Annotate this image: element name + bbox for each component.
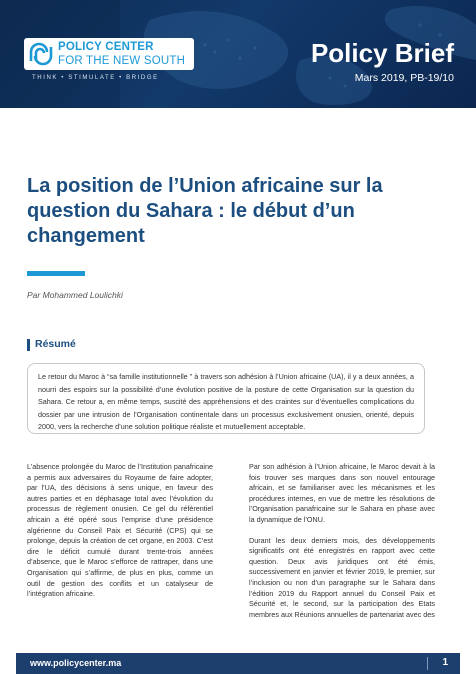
title-accent-rule xyxy=(27,271,85,276)
body-column-right xyxy=(249,462,435,652)
logo-emblem-icon xyxy=(28,41,54,67)
body-paragraph: L’absence prolongée du Maroc de l’Institution panafricaine a permis aux adversaires du Royaume de faire adopter, par l’UA, des décisions à sens unique, en faveur des autres parties et en déphasage total avec l’évolution du processus de règlement onusien. Ce gel du référentiel africain a été opéré sous l’emprise d’une présidence algérienne du Conseil Paix et Sécurité (CPS) qui se prolonge, depuis la création de cet organe, en 2003. C’est dire le déficit cumulé durant trente-trois années d’absence, que le Maroc s’efforce de rattraper, dans une Organisation qui s’affirme, de plus en plus, comme un outil de gestion des conflits et un catalyseur de l’intégration africaine. xyxy=(27,462,213,599)
logo-text-line2: FOR THE NEW SOUTH xyxy=(58,55,186,67)
summary-heading: Résumé xyxy=(35,338,76,350)
footer-website-link[interactable]: www.policycenter.ma xyxy=(30,658,122,668)
summary-box xyxy=(27,363,425,434)
summary-marker xyxy=(27,339,30,351)
page-number: 1 xyxy=(442,657,448,668)
document-date-reference: Mars 2019, PB-19/10 xyxy=(354,72,454,84)
body-paragraph: Durant les deux derniers mois, des développements significatifs ont été enregistrés en rapport avec cette question. Deux avis juridiques ont été émis, successivement en janvier et février 2019, le premier, sur l’inclusion ou non d’un paragraphe sur le Sahara dans l’édition 2019 du Rapport annuel du Conseil Paix et Sécurité et, le second, sur la participation des Etats membres aux Réunions annuelles de partenariat avec des xyxy=(249,535,435,619)
body-paragraph: Par son adhésion à l’Union africaine, le Maroc devait à la fois trouver ses marques dans son nouvel entourage africain, et se familiariser avec les mécanismes et les procédures internes, en vue de mettre les résolutions de l’Organisation panafricaine sur le Sahara en phase avec la dynamique de l’ONU. xyxy=(249,462,435,524)
logo-text-line1: POLICY CENTER xyxy=(58,41,154,53)
document-type: Policy Brief xyxy=(310,38,454,68)
body-column-left xyxy=(27,462,213,628)
logo-tagline: THINK • STIMULATE • BRIDGE xyxy=(32,75,159,81)
footer-bar xyxy=(16,653,460,674)
logo xyxy=(24,38,212,84)
logo-box xyxy=(24,38,194,70)
header-banner xyxy=(0,0,476,108)
document-title: La position de l’Union africaine sur la question du Sahara : le début d’un changement xyxy=(27,175,383,247)
summary-text: Le retour du Maroc à “sa famille institutionnelle ” à travers son adhésion à l’Union africaine (UA), il y a deux années, a nourri des espoirs sur la possibilité d’une évolution positive de la posture de cette Organisation sur la question du Sahara. Ce retour a, en même temps, suscité des appréhensions et des craintes sur d’éventuelles complications du dossier par une intrusion de l’Organisation continentale dans un processus exclusivement onusien, orienté, depuis 2000, vers la recherche d’une solution politique réaliste et mutuellement acceptable. xyxy=(38,372,414,431)
footer-divider xyxy=(427,657,428,670)
author-byline: Par Mohammed Loulichki xyxy=(27,290,123,300)
